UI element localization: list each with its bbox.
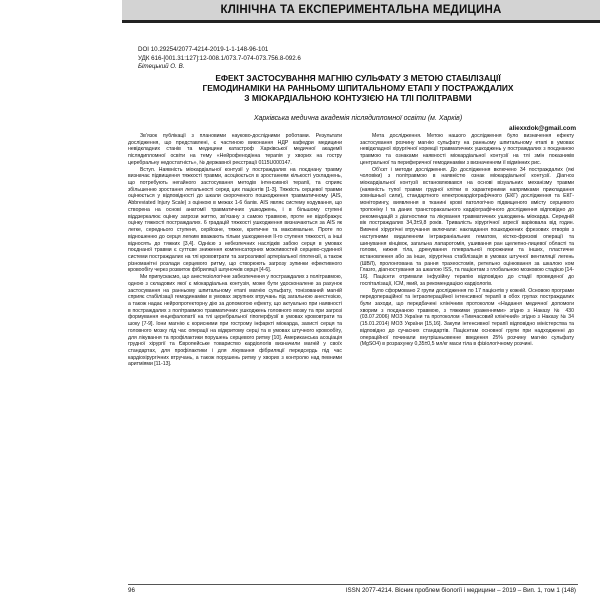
title-line: ГЕМОДИНАМІКИ НА РАННЬОМУ ШПИТАЛЬНОМУ ЕТАПІ У ПОСТРАЖДАЛИХ — [202, 83, 514, 94]
doi-line: DOI 10.29254/2077-4214-2019-1-1-148-96-101 — [138, 46, 269, 53]
section-title: КЛІНІЧНА ТА ЕКСПЕРИМЕНТАЛЬНА МЕДИЦИНА — [220, 4, 502, 16]
article-title — [138, 73, 578, 104]
author-affiliation: Харківська медична академія післядипломної освіти (м. Харків) — [253, 115, 463, 122]
header-divider — [122, 20, 600, 23]
paragraph: Об’єкт і методи дослідження. До дослідження включено 34 постраждалих (які чоловіки) з політравмою в наявністю ознак міокардіальної контузії. Діагноз міокардіальної контузії встановлювався на основі візуальних механізму травми (наявність тупої травми грудної клітки в характерними напрямками прикладання зовнішньої сили), стандартного електрокардіографічного (ЕКГ) дослідження та ЕКГ-моніторингу, виявлення в тканині крові патологічно підвищеного вмісту серцевого тропоніну І та даних трансторакального кардіографічного дослідження відповідно до рекомендацій з діагностики та лікування травматичних ушкоджень міокарда. Середній вік постраждалих 34,3±9,8 років. Тривалість хірургічної агресії варіювала від годин. Вивчені хірургічні втручання включали: накладання пошкоджених фрезових отворів з наступними видаленням інтракраніальних гематом, кістко-фрезові операції та шинування кінцівок, загальна лапаротомія, ушивання ран щелепно-лицевої області та голови, нижня тіла, дренування плевральної порожнини та інших, пластичне встановлення або за інше, хірургічна стабілізація в умовах штучної вентиляції легень (ШВЛ), пролонгована та рання трахеостомія, ретельно оцінювання за шкалою ком Глазго, діагностування за шкалою ISS, та пацієнтам з глобальною мозковою стадією [14-16]. Пацієнти отримали інфузійну терапію відповідно до стадії проведеної до госпіталізації, ІСМ, який, за рекомендацією кардіологів. — [360, 166, 574, 287]
udc-line: УДК 616-[001.31:127]:12-008.1/073.7-074-073.756.8-092.6 — [138, 54, 301, 62]
title-line: ЕФЕКТ ЗАСТОСУВАННЯ МАГНІЮ СУЛЬФАТУ З МЕТОЮ СТАБІЛІЗАЦІЇ — [215, 73, 501, 83]
title-line: З МІОКАРДІАЛЬНОЮ КОНТУЗІЄЮ НА ТЛІ ПОЛІТРАВМИ — [244, 93, 472, 104]
page-number: 96 — [128, 587, 135, 594]
author-email: aliexxdok@gmail.com — [509, 125, 576, 132]
journal-citation: ISSN 2077-4214. Вісник проблем біології і медицини – 2019 – Вип. 1, том 1 (148) — [345, 587, 576, 594]
footer-divider — [128, 584, 578, 585]
text-column-left — [128, 133, 342, 580]
article-metadata — [138, 46, 578, 72]
paragraph: Ми припускаємо, що анестезіологічне забезпечення у постраждалих з політравмою, одною з складових якої є міокардіальна контузія, може бути удосконалене за рахунок застосування на ранньому шпитальному етапі магнію сульфату, тонізований магній сприяє стабілізації гемодинаміки в умовах зкрупних втручань під загальною анестезією, а також надає нейропротекторну дію за допомогою ефекту, що актуально при наявності в постраждалих з політравмою травматичних ушкоджень головного мозку та при загрозі формування енцефалопатії на тлі церебральної гіпоперфузії в умовах крововтрати та шоку [7-9]. Іони магнію є корисними при гострому інфаркті міокарда, захисті серця та головного мозку під час операції на відкритому серці та в умовах штучного кровообігу, для лікування та профілактики порушень серцевого ритму [10]. Американська асоціація грудної хірургії та Європейське товариство кардіологів визначили магній у своїх стандартах, для профілактики і для лікування фібриляції передсердь під час кардіохірургічних втручань, а також порушень ритму у хворих з контролю над певними аритміями [11-13]. — [128, 274, 342, 368]
text-column-right — [360, 133, 574, 580]
paragraph: Мета дослідження. Метою нашого дослідження було визначення ефекту застосування розчину магнію сульфату на ранньому шпитальному етапі в умовах невідкладної хірургічної корекції травматичних ушкоджень у постраждалих з поєднаною травмою та ознаками наявності міокардіальної контузії на тлі змін показників центральної та периферичної гемодинаміки з визначенням її відмінних рис. — [360, 133, 574, 166]
author-line: Бітецький О. В. — [138, 63, 185, 71]
paragraph: Було сформовано 2 групи дослідження по 17 пацієнтів у кожній. Основою програми передопераційної та інтраопераційної інтенсивної терапії в обох групах постраждалих були заходи, що передбачені клінічним протоколом «Надання медичної допомоги хворим з поєднаною травмою, з тяжкими ураженнями» згідно з Наказу № 430 (03.07.2006) МОЗ України та протоколом «Тимчасовий клінічний» згідно з Наказу № 34 (15.01.2014) МОЗ України [15,16]. Закупи інтенсивної терапії відповідно міністерства та відповідно до сучасних стандартів. Пацієнтам основної групи при надходженні до операційної починали внутрішньовенне введення 25% розчину магнію сульфату (MgSO4) в розрахунку 0,35±0,5 мл/кг маси тіла в фізіологічному розчині. — [360, 287, 574, 348]
journal-section-header — [122, 0, 600, 20]
paragraph: Вступ. Наявність міокардіальної контузії у постраждалих на поєднану травму визначає підвищення тяжкості травми, асоціюється в зростанням кількості ускладнень, що потребують негайного застосування методів інтенсивної терапії, та сприяє збільшенню зростання летальності серед цих пацієнтів [1-3]. Тяжкість серцевої травми оцінюється у відповідності до шкали скороченого пошкодження травматичному (AIS, Abbreviated Injury Scale) з оцінкою в межах 1-6 балів. AIS являє систему кодування, що створена на основі анатомії травматичних ушкоджень, і в більшому ступені віддзеркалює оцінку загрози життю, зв’язану з самою травмою, проте не відображує оцінку тяжкості постраждалих. 6 градацій тяжкості ушкодження визначаються за AIS як легке, середнього ступеня, серйозне, тяжке, критичне та максимальне. Проте по відношенню до серця легким вважають тільки ушкодження II-го ступеня тяжкості, а інші відносять до тяжких [3,4]. Однією з небезпечних наслідків забою серця в умовах поєднаної травми є суттєве зниження компенсаторних можливостей серцево-судинної системи постраждалих на тлі крововтрати та загрозливої артеріальної гіпотензії, а також різноманітні розлади серцевого ритму, що створюють загрозу зупинки ефективного кровообігу через розвиток фібриляції шлуночків серця [4-6]. — [128, 166, 342, 274]
paragraph: Зв’язок публікації з плановими науково-дослідними роботами. Результати дослідження, що представлені, є частиною виконання НДР кафедри медицини невідкладних станів та медицини катастроф Харківської медичної академії післядипломної освіти на тему «Нейрофенодінна терапія у хворих на гостру церебральну недостатність», № державної реєстрації 0115U000147. — [128, 133, 342, 166]
